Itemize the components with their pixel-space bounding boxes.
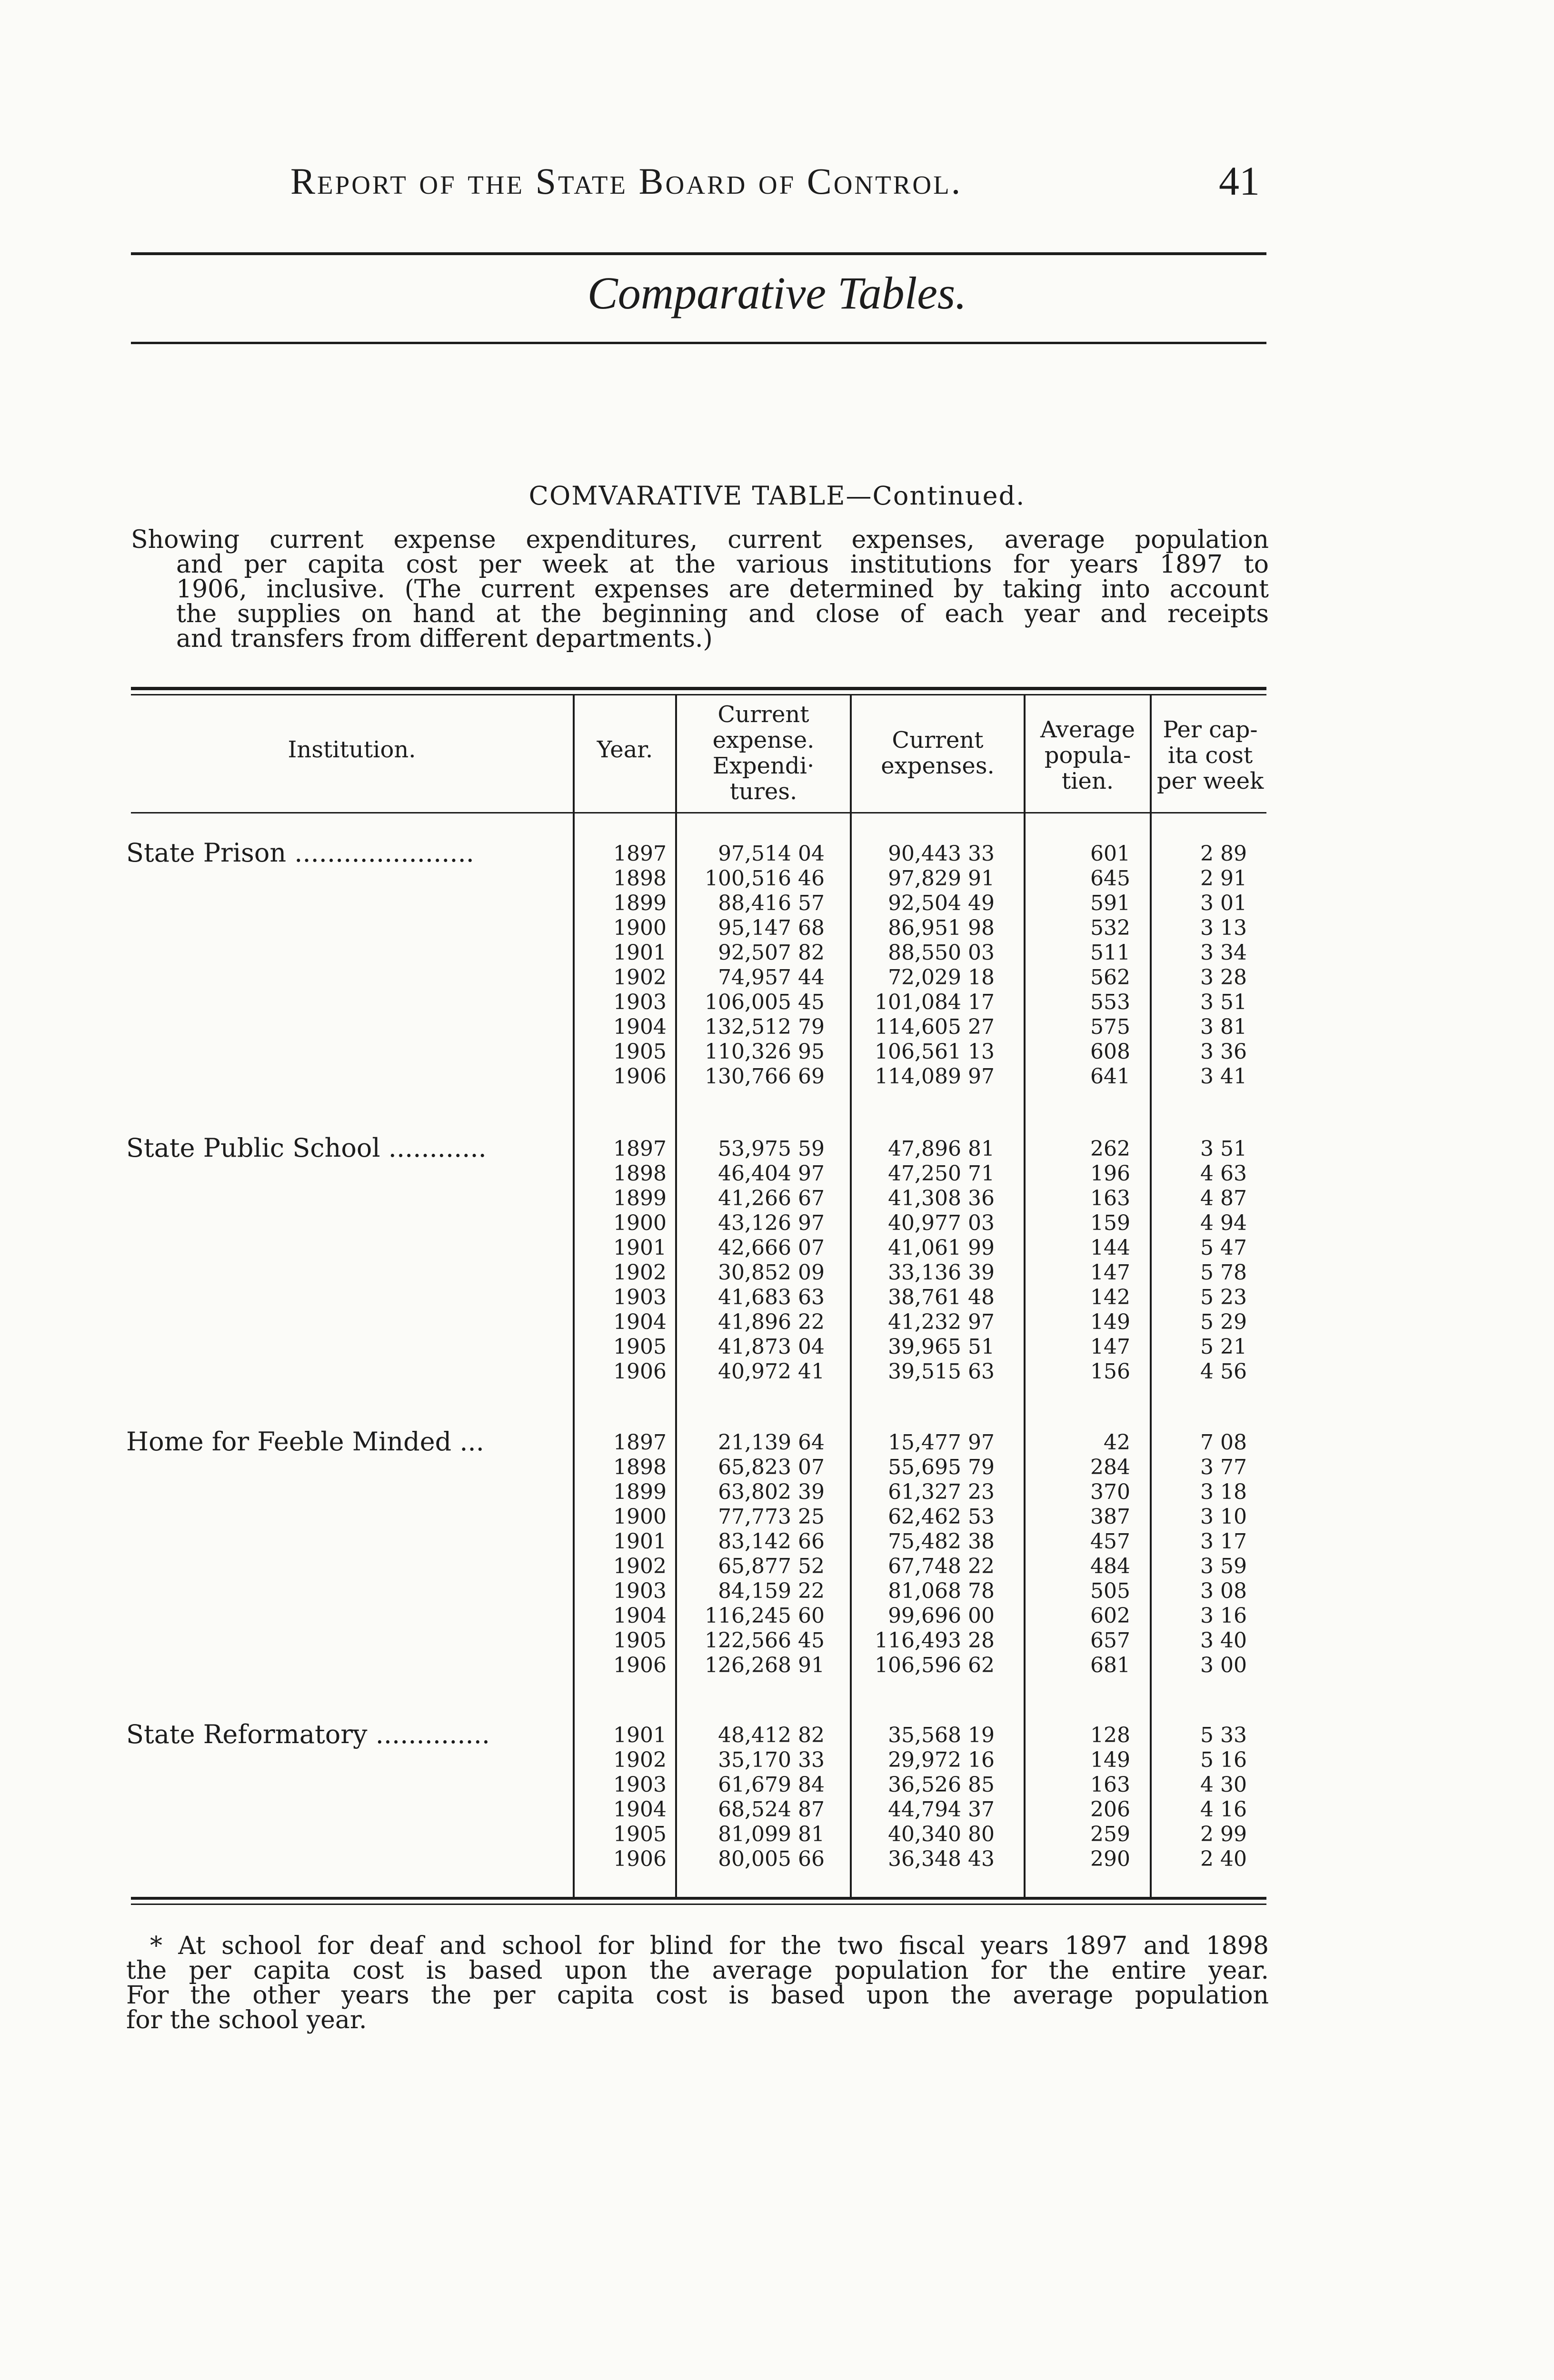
- institution-name: State Public School ............: [126, 1133, 487, 1163]
- per-capita-cell: 3 28: [1200, 965, 1247, 990]
- expense-column: [852, 842, 995, 1089]
- expenditure-cell: 110,326 95: [705, 1040, 825, 1064]
- year-cell: 1906: [613, 1847, 667, 1871]
- population-cell: 370: [1090, 1480, 1130, 1504]
- per-capita-cell: 4 63: [1200, 1161, 1247, 1186]
- per-capita-cell: 3 51: [1200, 1137, 1247, 1161]
- population-cell: 206: [1090, 1797, 1130, 1822]
- expenditure-cell: 46,404 97: [718, 1161, 825, 1186]
- expenditure-column: [677, 1723, 825, 1872]
- year-column: [576, 1137, 667, 1384]
- population-cell: 602: [1090, 1604, 1130, 1628]
- year-cell: 1899: [613, 1480, 667, 1504]
- header-line: tures.: [729, 778, 797, 805]
- footnote-line: * At school for deaf and school for blind for the two fiscal years 1897 and 1898: [150, 1932, 1269, 1960]
- population-cell: 387: [1090, 1505, 1130, 1529]
- year-cell: 1898: [613, 1161, 667, 1186]
- year-cell: 1905: [613, 1628, 667, 1653]
- header-expenses: [852, 727, 1024, 779]
- expense-cell: 86,951 98: [888, 916, 995, 940]
- year-cell: 1904: [613, 1604, 667, 1628]
- description-line: Showing current expense expenditures, current expenses, average population: [131, 526, 1269, 554]
- population-cell: 484: [1090, 1554, 1130, 1578]
- expenditure-cell: 81,099 81: [718, 1822, 825, 1846]
- per-capita-cell: 3 40: [1200, 1628, 1247, 1653]
- expenditure-cell: 61,679 84: [718, 1773, 825, 1797]
- population-cell: 147: [1090, 1335, 1130, 1359]
- population-column: [1026, 1723, 1130, 1872]
- per-capita-cell: 3 08: [1200, 1579, 1247, 1603]
- column-divider: [573, 695, 575, 1897]
- institution-name: Home for Feeble Minded ...: [126, 1427, 484, 1457]
- expense-cell: 44,794 37: [888, 1797, 995, 1822]
- expense-cell: 99,696 00: [888, 1604, 995, 1628]
- population-cell: 562: [1090, 965, 1130, 990]
- year-cell: 1905: [613, 1040, 667, 1064]
- per-capita-cell: 3 01: [1200, 891, 1247, 915]
- year-cell: 1899: [613, 891, 667, 915]
- population-cell: 284: [1090, 1455, 1130, 1479]
- population-cell: 575: [1090, 1015, 1130, 1039]
- per-capita-cell: 3 81: [1200, 1015, 1247, 1039]
- expenditure-cell: 116,245 60: [705, 1604, 825, 1628]
- footnote-line: for the school year.: [126, 2006, 367, 2034]
- year-cell: 1904: [613, 1310, 667, 1334]
- year-cell: 1904: [613, 1797, 667, 1822]
- expenditure-cell: 41,873 04: [718, 1335, 825, 1359]
- header-line: expense.: [712, 727, 815, 754]
- table-top-rule-thin: [131, 694, 1266, 695]
- expenditure-cell: 83,142 66: [718, 1529, 825, 1554]
- expenditure-cell: 80,005 66: [718, 1847, 825, 1871]
- year-cell: 1906: [613, 1064, 667, 1089]
- expense-cell: 106,596 62: [875, 1653, 995, 1677]
- expense-cell: 81,068 78: [888, 1579, 995, 1603]
- expenditure-cell: 63,802 39: [718, 1480, 825, 1504]
- expenditure-cell: 40,972 41: [718, 1359, 825, 1384]
- population-cell: 681: [1090, 1653, 1130, 1677]
- expense-cell: 61,327 23: [888, 1480, 995, 1504]
- population-cell: 601: [1090, 842, 1130, 866]
- expense-cell: 67,748 22: [888, 1554, 995, 1578]
- year-cell: 1897: [613, 842, 667, 866]
- per-capita-cell: 5 33: [1200, 1723, 1247, 1747]
- header-line: tien.: [1061, 768, 1114, 794]
- expenditure-cell: 65,877 52: [718, 1554, 825, 1578]
- table-bottom-rule: [131, 1897, 1266, 1900]
- population-cell: 505: [1090, 1579, 1130, 1603]
- per-capita-cell: 2 89: [1200, 842, 1247, 866]
- expense-cell: 15,477 97: [888, 1430, 995, 1455]
- year-cell: 1900: [613, 916, 667, 940]
- section-title: Comparative Tables.: [587, 268, 967, 318]
- expenditure-cell: 41,683 63: [718, 1285, 825, 1309]
- population-column: [1026, 842, 1130, 1089]
- per-capita-column: [1152, 842, 1247, 1089]
- per-capita-cell: 5 23: [1200, 1285, 1247, 1309]
- header-line: per week: [1156, 768, 1264, 794]
- expense-cell: 114,605 27: [875, 1015, 995, 1039]
- expenditure-cell: 74,957 44: [718, 965, 825, 990]
- header-line: Expendi·: [712, 753, 815, 779]
- expense-cell: 88,550 03: [888, 941, 995, 965]
- header-population: [1026, 717, 1150, 794]
- year-cell: 1903: [613, 1579, 667, 1603]
- per-capita-cell: 3 17: [1200, 1529, 1247, 1554]
- year-cell: 1902: [613, 1748, 667, 1772]
- population-cell: 149: [1090, 1310, 1130, 1334]
- expense-column: [852, 1137, 995, 1384]
- expense-cell: 92,504 49: [888, 891, 995, 915]
- population-cell: 591: [1090, 891, 1130, 915]
- expense-cell: 38,761 48: [888, 1285, 995, 1309]
- year-cell: 1901: [613, 941, 667, 965]
- per-capita-cell: 5 21: [1200, 1335, 1247, 1359]
- year-column: [576, 1430, 667, 1678]
- expense-cell: 116,493 28: [875, 1628, 995, 1653]
- per-capita-cell: 3 59: [1200, 1554, 1247, 1578]
- year-cell: 1901: [613, 1723, 667, 1747]
- expense-cell: 39,515 63: [888, 1359, 995, 1384]
- per-capita-cell: 3 00: [1200, 1653, 1247, 1677]
- footnote-line: For the other years the per capita cost is based upon the average population: [126, 1981, 1269, 2010]
- year-cell: 1902: [613, 1260, 667, 1285]
- per-capita-cell: 3 41: [1200, 1064, 1247, 1089]
- header-institution: Institution.: [288, 736, 416, 763]
- population-cell: 149: [1090, 1748, 1130, 1772]
- expenditure-cell: 100,516 46: [705, 866, 825, 891]
- header-per-capita: [1152, 717, 1269, 794]
- expenditure-column: [677, 842, 825, 1089]
- expenditure-column: [677, 1430, 825, 1678]
- per-capita-cell: 3 18: [1200, 1480, 1247, 1504]
- header-line: expenses.: [881, 753, 995, 779]
- population-cell: 163: [1090, 1186, 1130, 1210]
- per-capita-column: [1152, 1723, 1247, 1872]
- population-cell: 142: [1090, 1285, 1130, 1309]
- year-column: [576, 1723, 667, 1872]
- per-capita-cell: 5 16: [1200, 1748, 1247, 1772]
- per-capita-cell: 5 78: [1200, 1260, 1247, 1285]
- per-capita-cell: 5 47: [1200, 1236, 1247, 1260]
- year-cell: 1902: [613, 1554, 667, 1578]
- population-cell: 511: [1090, 941, 1130, 965]
- expense-cell: 101,084 17: [875, 990, 995, 1014]
- population-cell: 156: [1090, 1359, 1130, 1384]
- population-column: [1026, 1137, 1130, 1384]
- population-cell: 144: [1090, 1236, 1130, 1260]
- population-cell: 641: [1090, 1064, 1130, 1089]
- expense-cell: 47,896 81: [888, 1137, 995, 1161]
- year-cell: 1902: [613, 965, 667, 990]
- year-cell: 1900: [613, 1211, 667, 1235]
- per-capita-cell: 4 56: [1200, 1359, 1247, 1384]
- per-capita-cell: 2 99: [1200, 1822, 1247, 1846]
- population-cell: 196: [1090, 1161, 1130, 1186]
- header-line: Per cap-: [1163, 716, 1258, 743]
- expense-cell: 40,340 80: [888, 1822, 995, 1846]
- year-cell: 1901: [613, 1236, 667, 1260]
- header-expenditures: [677, 702, 850, 804]
- footnote-line: the per capita cost is based upon the average population for the entire year.: [126, 1956, 1269, 1985]
- per-capita-cell: 4 30: [1200, 1773, 1247, 1797]
- per-capita-cell: 3 13: [1200, 916, 1247, 940]
- expenditure-cell: 130,766 69: [705, 1064, 825, 1089]
- population-cell: 657: [1090, 1628, 1130, 1653]
- table-top-rule: [131, 687, 1266, 690]
- expenditure-cell: 95,147 68: [718, 916, 825, 940]
- population-cell: 262: [1090, 1137, 1130, 1161]
- header-year: Year.: [597, 736, 653, 763]
- institution-name: State Prison ......................: [126, 838, 474, 868]
- expenditure-cell: 68,524 87: [718, 1797, 825, 1822]
- expenditure-cell: 126,268 91: [705, 1653, 825, 1677]
- expense-cell: 41,308 36: [888, 1186, 995, 1210]
- description-line: and per capita cost per week at the various institutions for years 1897 to: [176, 550, 1269, 579]
- expenditure-cell: 97,514 04: [718, 842, 825, 866]
- population-cell: 159: [1090, 1211, 1130, 1235]
- year-cell: 1904: [613, 1015, 667, 1039]
- per-capita-cell: 3 51: [1200, 990, 1247, 1014]
- per-capita-cell: 2 91: [1200, 866, 1247, 891]
- expense-column: [852, 1430, 995, 1678]
- header-line: Current: [717, 701, 809, 728]
- expenditure-cell: 132,512 79: [705, 1015, 825, 1039]
- expenditure-cell: 21,139 64: [718, 1430, 825, 1455]
- expenditure-cell: 53,975 59: [718, 1137, 825, 1161]
- expense-cell: 41,061 99: [888, 1236, 995, 1260]
- footnote: [126, 1934, 1269, 2033]
- per-capita-cell: 3 34: [1200, 941, 1247, 965]
- expenditure-cell: 88,416 57: [718, 891, 825, 915]
- expense-cell: 90,443 33: [888, 842, 995, 866]
- table-header-rule: [131, 812, 1266, 813]
- description-line: the supplies on hand at the beginning and close of each year and receipts: [176, 600, 1269, 628]
- expense-cell: 36,348 43: [888, 1847, 995, 1871]
- expense-cell: 36,526 85: [888, 1773, 995, 1797]
- population-cell: 553: [1090, 990, 1130, 1014]
- expenditure-cell: 43,126 97: [718, 1211, 825, 1235]
- year-cell: 1897: [613, 1430, 667, 1455]
- description-line: and transfers from different departments.): [176, 625, 713, 653]
- expense-cell: 35,568 19: [888, 1723, 995, 1747]
- expenditure-cell: 48,412 82: [718, 1723, 825, 1747]
- header-line: Current: [892, 727, 984, 754]
- table-heading: COMVARATIVE TABLE—Continued.: [528, 481, 1026, 511]
- header-line: Average: [1040, 716, 1135, 743]
- expenditure-cell: 106,005 45: [705, 990, 825, 1014]
- population-cell: 645: [1090, 866, 1130, 891]
- per-capita-column: [1152, 1430, 1247, 1678]
- per-capita-cell: 3 16: [1200, 1604, 1247, 1628]
- expenditure-cell: 42,666 07: [718, 1236, 825, 1260]
- per-capita-cell: 5 29: [1200, 1310, 1247, 1334]
- year-cell: 1900: [613, 1505, 667, 1529]
- expenditure-cell: 92,507 82: [718, 941, 825, 965]
- year-cell: 1903: [613, 990, 667, 1014]
- population-cell: 147: [1090, 1260, 1130, 1285]
- running-title: Report of the State Board of Control.: [290, 160, 963, 202]
- per-capita-cell: 4 16: [1200, 1797, 1247, 1822]
- population-cell: 128: [1090, 1723, 1130, 1747]
- population-cell: 163: [1090, 1773, 1130, 1797]
- expenditure-cell: 122,566 45: [705, 1628, 825, 1653]
- expenditure-cell: 41,266 67: [718, 1186, 825, 1210]
- per-capita-cell: 2 40: [1200, 1847, 1247, 1871]
- year-cell: 1899: [613, 1186, 667, 1210]
- expense-cell: 33,136 39: [888, 1260, 995, 1285]
- expenditure-cell: 35,170 33: [718, 1748, 825, 1772]
- year-cell: 1903: [613, 1285, 667, 1309]
- expenditure-cell: 65,823 07: [718, 1455, 825, 1479]
- expense-cell: 41,232 97: [888, 1310, 995, 1334]
- per-capita-cell: 3 77: [1200, 1455, 1247, 1479]
- expense-cell: 55,695 79: [888, 1455, 995, 1479]
- population-column: [1026, 1430, 1130, 1678]
- year-cell: 1905: [613, 1335, 667, 1359]
- header-line: popula-: [1044, 742, 1131, 769]
- population-cell: 42: [1104, 1430, 1130, 1455]
- year-cell: 1906: [613, 1653, 667, 1677]
- year-cell: 1905: [613, 1822, 667, 1846]
- expenditure-cell: 84,159 22: [718, 1579, 825, 1603]
- expense-cell: 29,972 16: [888, 1748, 995, 1772]
- per-capita-cell: 4 87: [1200, 1186, 1247, 1210]
- header-line: ita cost: [1167, 742, 1253, 769]
- per-capita-cell: 4 94: [1200, 1211, 1247, 1235]
- per-capita-cell: 3 36: [1200, 1040, 1247, 1064]
- expense-cell: 75,482 38: [888, 1529, 995, 1554]
- expense-cell: 97,829 91: [888, 866, 995, 891]
- per-capita-cell: 7 08: [1200, 1430, 1247, 1455]
- page-number: 41: [1219, 158, 1260, 204]
- header-rule: [131, 252, 1266, 255]
- expense-cell: 106,561 13: [875, 1040, 995, 1064]
- year-column: [576, 842, 667, 1089]
- section-rule: [131, 342, 1266, 344]
- population-cell: 290: [1090, 1847, 1130, 1871]
- expenditure-cell: 77,773 25: [718, 1505, 825, 1529]
- population-cell: 608: [1090, 1040, 1130, 1064]
- expense-cell: 62,462 53: [888, 1505, 995, 1529]
- expense-column: [852, 1723, 995, 1872]
- expense-cell: 40,977 03: [888, 1211, 995, 1235]
- table-description: [131, 527, 1269, 651]
- population-cell: 532: [1090, 916, 1130, 940]
- year-cell: 1897: [613, 1137, 667, 1161]
- institution-name: State Reformatory ..............: [126, 1719, 490, 1749]
- expense-cell: 72,029 18: [888, 965, 995, 990]
- population-cell: 457: [1090, 1529, 1130, 1554]
- description-line: 1906, inclusive. (The current expenses are determined by taking into account: [176, 575, 1269, 604]
- table-bottom-rule-thin: [131, 1904, 1266, 1905]
- expenditure-cell: 41,896 22: [718, 1310, 825, 1334]
- year-cell: 1898: [613, 1455, 667, 1479]
- year-cell: 1906: [613, 1359, 667, 1384]
- year-cell: 1898: [613, 866, 667, 891]
- per-capita-cell: 3 10: [1200, 1505, 1247, 1529]
- per-capita-column: [1152, 1137, 1247, 1384]
- expenditure-cell: 30,852 09: [718, 1260, 825, 1285]
- year-cell: 1903: [613, 1773, 667, 1797]
- year-cell: 1901: [613, 1529, 667, 1554]
- expense-cell: 114,089 97: [875, 1064, 995, 1089]
- expenditure-column: [677, 1137, 825, 1384]
- population-cell: 259: [1090, 1822, 1130, 1846]
- expense-cell: 39,965 51: [888, 1335, 995, 1359]
- expense-cell: 47,250 71: [888, 1161, 995, 1186]
